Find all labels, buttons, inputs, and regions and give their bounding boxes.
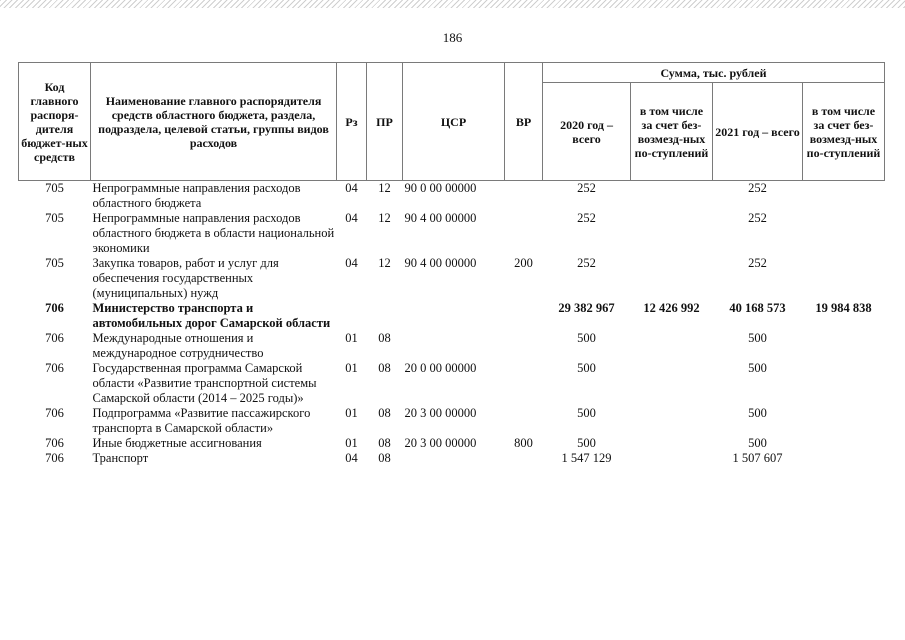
cell-vr <box>505 181 543 212</box>
cell-vr <box>505 406 543 436</box>
cell-2020-total: 500 <box>577 361 596 375</box>
cell-2020-free <box>631 181 713 212</box>
cell-2021-free <box>803 211 885 256</box>
cell-2020-total: 500 <box>577 331 596 345</box>
cell-name: Непрограммные направления расходов областного бюджета в области национальной экономики <box>92 211 335 255</box>
cell-2021-total: 252 <box>748 181 767 195</box>
cell-2021-free <box>803 406 885 436</box>
cell-rz: 04 <box>345 211 358 225</box>
cell-name: Подпрограмма «Развитие пассажирского транспорта в Самарской области» <box>92 406 311 435</box>
cell-vr <box>505 211 543 256</box>
table-row <box>19 256 885 301</box>
cell-pr <box>367 301 403 331</box>
cell-code: 706 <box>45 331 64 345</box>
header-name: Наименование главного распорядителя средств областного бюджета, раздела, подраздела, целевой статьи, группы видов расходов <box>91 63 337 181</box>
cell-csr: 90 4 00 00000 <box>404 256 477 270</box>
cell-2021-total: 40 168 573 <box>729 301 786 315</box>
cell-pr: 12 <box>378 181 391 195</box>
header-rz: Рз <box>337 63 367 181</box>
cell-2020-free <box>631 211 713 256</box>
cell-2020-free <box>631 331 713 361</box>
cell-2021-free <box>803 256 885 301</box>
cell-csr: 90 0 00 00000 <box>404 181 477 195</box>
cell-vr <box>505 301 543 331</box>
table-row <box>19 301 885 331</box>
cell-2020-free <box>631 256 713 301</box>
cell-csr: 20 3 00 00000 <box>404 406 477 420</box>
header-csr: ЦСР <box>403 63 505 181</box>
cell-csr: 20 3 00 00000 <box>404 436 477 450</box>
cell-code: 706 <box>45 406 64 420</box>
cell-name: Непрограммные направления расходов областного бюджета <box>92 181 301 210</box>
header-vr: ВР <box>505 63 543 181</box>
header-sum-group: Сумма, тыс. рублей <box>543 63 885 83</box>
cell-pr: 12 <box>378 211 391 225</box>
cell-csr: 90 4 00 00000 <box>404 211 477 225</box>
cell-pr: 08 <box>378 436 391 450</box>
cell-2021-free <box>803 181 885 212</box>
cell-code: 706 <box>45 301 64 315</box>
cell-name: Закупка товаров, работ и услуг для обеспечения государственных (муниципальных) нужд <box>92 256 279 300</box>
cell-pr: 08 <box>378 451 391 465</box>
cell-csr <box>403 451 505 466</box>
cell-2021-free <box>803 451 885 466</box>
cell-2020-total: 252 <box>577 211 596 225</box>
cell-2021-total: 252 <box>748 211 767 225</box>
cell-2020-total: 500 <box>577 436 596 450</box>
cell-2021-total: 500 <box>748 331 767 345</box>
cell-name: Министерство транспорта и автомобильных дорог Самарской области <box>92 301 331 330</box>
cell-2020-total: 1 547 129 <box>561 451 612 465</box>
cell-code: 705 <box>45 181 64 195</box>
cell-rz: 04 <box>345 451 358 465</box>
cell-csr <box>403 331 505 361</box>
cell-csr: 20 0 00 00000 <box>404 361 477 375</box>
cell-pr: 08 <box>378 361 391 375</box>
table-row <box>19 406 885 436</box>
cell-rz: 04 <box>345 256 358 270</box>
cell-name: Международные отношения и международное сотрудничество <box>92 331 264 360</box>
cell-2021-total: 500 <box>748 406 767 420</box>
header-2020-free: в том числе за счет без-возмезд-ных по-ступлений <box>631 83 713 181</box>
cell-2020-total: 252 <box>577 256 596 270</box>
header-2020-total: 2020 год – всего <box>543 83 631 181</box>
cell-vr: 200 <box>514 256 533 270</box>
cell-2021-total: 500 <box>748 436 767 450</box>
cell-2021-free <box>803 436 885 451</box>
cell-name: Иные бюджетные ассигнования <box>92 436 262 450</box>
cell-2020-total: 252 <box>577 181 596 195</box>
cell-2020-free: 12 426 992 <box>643 301 700 315</box>
cell-2021-total: 252 <box>748 256 767 270</box>
cell-rz: 01 <box>345 436 358 450</box>
table-row <box>19 211 885 256</box>
cell-vr <box>505 331 543 361</box>
cell-2020-free <box>631 436 713 451</box>
table-row <box>19 181 885 212</box>
cell-code: 706 <box>45 436 64 450</box>
budget-table <box>18 62 885 466</box>
cell-pr: 08 <box>378 331 391 345</box>
cell-2020-total: 500 <box>577 406 596 420</box>
cell-code: 705 <box>45 256 64 270</box>
cell-2021-free: 19 984 838 <box>815 301 872 315</box>
table-header <box>19 63 885 181</box>
cell-vr <box>505 451 543 466</box>
cell-2020-free <box>631 361 713 406</box>
cell-code: 706 <box>45 361 64 375</box>
header-2021-free: в том числе за счет без-возмезд-ных по-ступлений <box>803 83 885 181</box>
cell-code: 706 <box>45 451 64 465</box>
page-number: 186 <box>442 30 463 45</box>
cell-vr <box>505 361 543 406</box>
header-pr: ПР <box>367 63 403 181</box>
cell-pr: 12 <box>378 256 391 270</box>
cell-2021-total: 500 <box>748 361 767 375</box>
cell-rz: 01 <box>345 361 358 375</box>
cell-2021-total: 1 507 607 <box>732 451 783 465</box>
cell-2021-free <box>803 361 885 406</box>
cell-rz: 01 <box>345 331 358 345</box>
scan-edge-band <box>0 0 905 8</box>
table-row <box>19 436 885 451</box>
header-2021-total: 2021 год – всего <box>713 83 803 181</box>
cell-csr <box>403 301 505 331</box>
cell-2020-free <box>631 451 713 466</box>
cell-2020-total: 29 382 967 <box>558 301 615 315</box>
table-body <box>19 181 885 467</box>
cell-pr: 08 <box>378 406 391 420</box>
cell-2021-free <box>803 331 885 361</box>
cell-rz: 01 <box>345 406 358 420</box>
table-row <box>19 451 885 466</box>
table-row <box>19 331 885 361</box>
header-code: Код главного распоря-дителя бюджет-ных средств <box>19 63 91 181</box>
cell-2020-free <box>631 406 713 436</box>
cell-name: Транспорт <box>92 451 149 465</box>
cell-name: Государственная программа Самарской области «Развитие транспортной системы Самарской области (2014 – 2025 годы)» <box>92 361 317 405</box>
cell-code: 705 <box>45 211 64 225</box>
cell-rz: 04 <box>345 181 358 195</box>
table-row <box>19 361 885 406</box>
cell-vr: 800 <box>514 436 533 450</box>
cell-rz <box>337 301 367 331</box>
